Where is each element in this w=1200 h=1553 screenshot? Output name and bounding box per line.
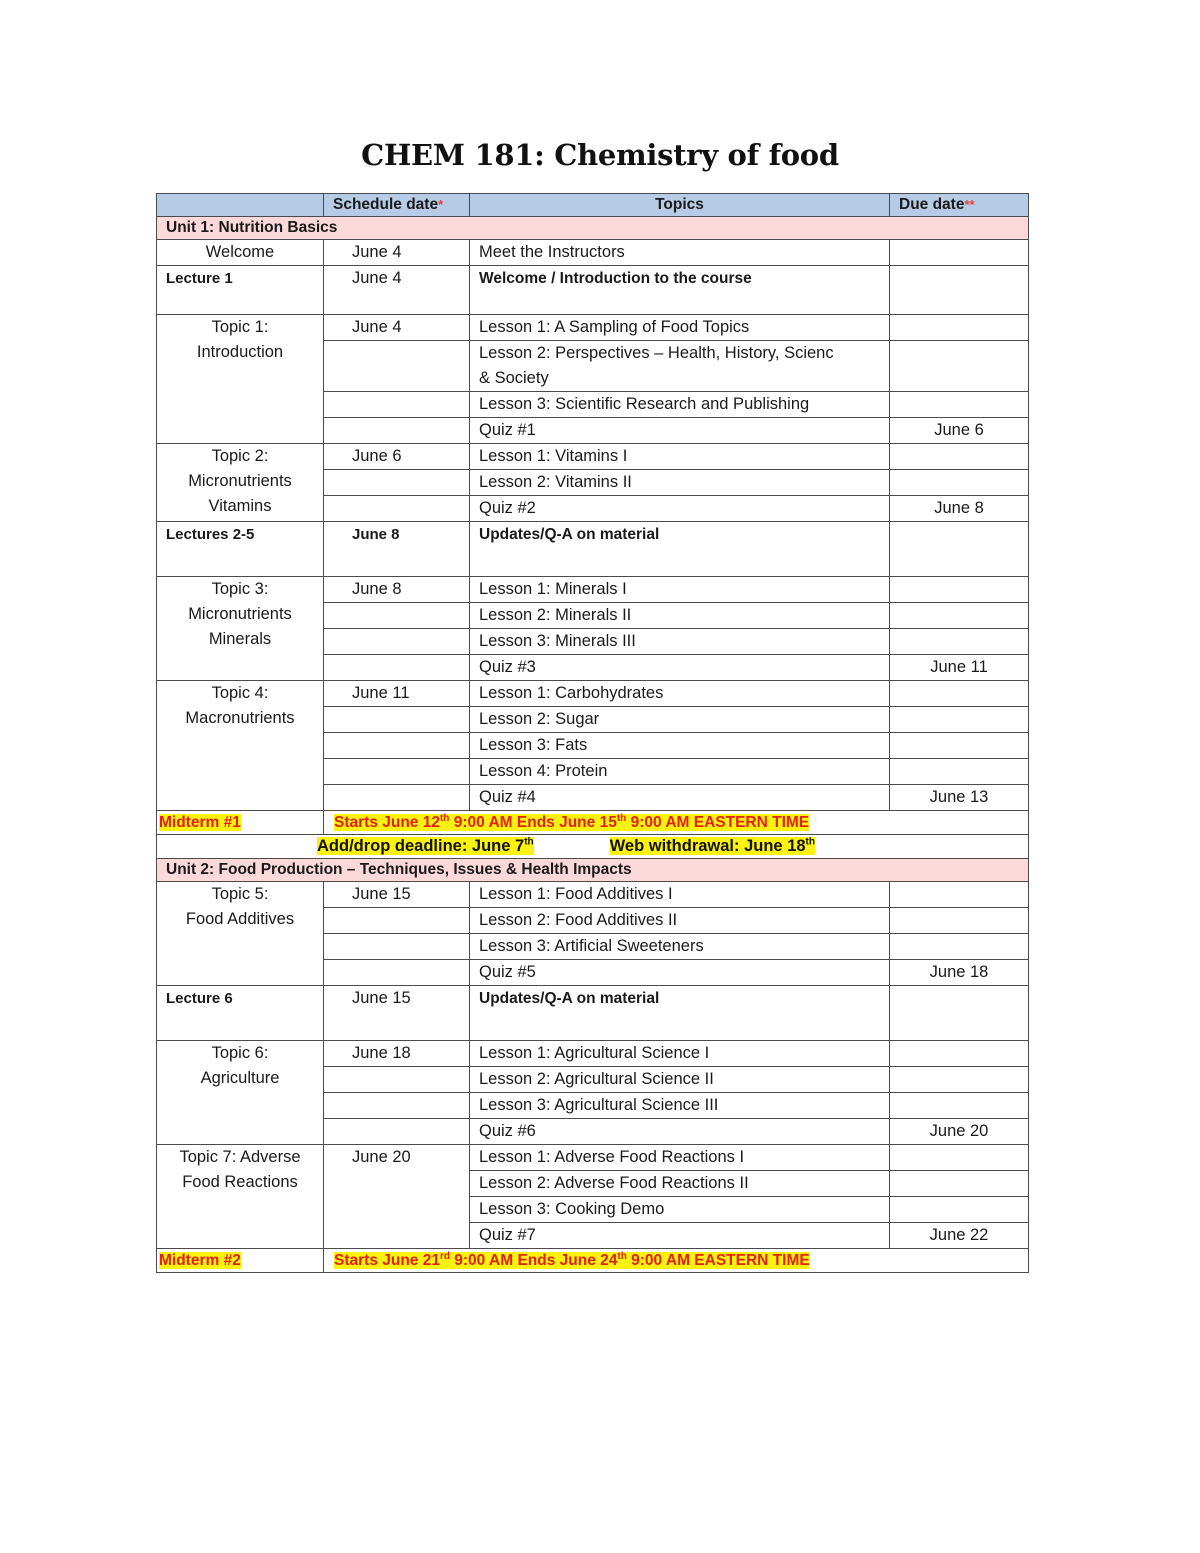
topic-cell: Lesson 2: Adverse Food Reactions II bbox=[470, 1171, 890, 1197]
due-date bbox=[890, 707, 1029, 733]
due-date bbox=[890, 1041, 1029, 1067]
due-date bbox=[890, 1171, 1029, 1197]
topic-cell: Quiz #4 bbox=[470, 785, 890, 811]
topic-cell: Lesson 1: Minerals I bbox=[470, 577, 890, 603]
due-date: June 8 bbox=[890, 496, 1029, 522]
header-blank bbox=[157, 194, 324, 217]
due-date: June 11 bbox=[890, 655, 1029, 681]
schedule-date bbox=[324, 341, 470, 392]
due-date bbox=[890, 986, 1029, 1041]
due-date bbox=[890, 603, 1029, 629]
schedule-date: June 4 bbox=[324, 266, 470, 315]
midterm-1-window: Starts June 12th 9:00 AM Ends June 15th 9:00 AM EASTERN TIME bbox=[324, 811, 1029, 835]
topic-cell: Lesson 2: Food Additives II bbox=[470, 908, 890, 934]
due-date bbox=[890, 444, 1029, 470]
midterm-2-label: Midterm #2 bbox=[157, 1249, 324, 1273]
topic-cell: Welcome / Introduction to the course bbox=[470, 266, 890, 315]
schedule-table bbox=[156, 193, 1029, 1273]
schedule-date bbox=[324, 934, 470, 960]
deadlines-cell bbox=[157, 835, 1029, 859]
schedule-date: June 8 bbox=[324, 522, 470, 577]
topic-cell: Lesson 2: Sugar bbox=[470, 707, 890, 733]
topic-3-label: Topic 3: Micronutrients Minerals bbox=[157, 577, 324, 681]
due-date bbox=[890, 733, 1029, 759]
midterm-1-label: Midterm #1 bbox=[157, 811, 324, 835]
schedule-date: June 4 bbox=[324, 240, 470, 266]
table-row bbox=[157, 1145, 1029, 1171]
schedule-date bbox=[324, 733, 470, 759]
schedule-date bbox=[324, 629, 470, 655]
topic-cell: Lesson 3: Scientific Research and Publishing bbox=[470, 392, 890, 418]
table-row bbox=[157, 266, 1029, 315]
schedule-date bbox=[324, 470, 470, 496]
due-date bbox=[890, 240, 1029, 266]
schedule-date: June 18 bbox=[324, 1041, 470, 1067]
schedule-date bbox=[324, 392, 470, 418]
topic-cell: Lesson 3: Artificial Sweeteners bbox=[470, 934, 890, 960]
header-schedule-date: Schedule date* bbox=[324, 194, 470, 217]
topic-cell: Quiz #5 bbox=[470, 960, 890, 986]
due-date bbox=[890, 934, 1029, 960]
due-date bbox=[890, 341, 1029, 392]
due-date: June 22 bbox=[890, 1223, 1029, 1249]
schedule-date bbox=[324, 418, 470, 444]
topic-cell: Quiz #7 bbox=[470, 1223, 890, 1249]
schedule-date: June 15 bbox=[324, 986, 470, 1041]
topic-cell: Lesson 2: Agricultural Science II bbox=[470, 1067, 890, 1093]
topic-cell: Lesson 1: Adverse Food Reactions I bbox=[470, 1145, 890, 1171]
midterm-1-row bbox=[157, 811, 1029, 835]
header-topics: Topics bbox=[470, 194, 890, 217]
schedule-date bbox=[324, 1119, 470, 1145]
due-date bbox=[890, 392, 1029, 418]
topic-cell: Lesson 2: Minerals II bbox=[470, 603, 890, 629]
topic-cell: Meet the Instructors bbox=[470, 240, 890, 266]
topic-cell: Updates/Q-A on material bbox=[470, 522, 890, 577]
schedule-date: June 11 bbox=[324, 681, 470, 707]
topic-cell: Lesson 3: Minerals III bbox=[470, 629, 890, 655]
due-date bbox=[890, 266, 1029, 315]
topic-cell: Quiz #3 bbox=[470, 655, 890, 681]
unit-1-label: Unit 1: Nutrition Basics bbox=[157, 217, 1029, 240]
unit-2-label: Unit 2: Food Production – Techniques, Issues & Health Impacts bbox=[157, 859, 1029, 882]
topic-cell: Lesson 3: Agricultural Science III bbox=[470, 1093, 890, 1119]
schedule-date bbox=[324, 707, 470, 733]
topic-cell: Updates/Q-A on material bbox=[470, 986, 890, 1041]
topic-1-label: Topic 1: Introduction bbox=[157, 315, 324, 444]
schedule-date: June 20 bbox=[324, 1145, 470, 1249]
deadlines-row bbox=[157, 835, 1029, 859]
table-row bbox=[157, 1041, 1029, 1067]
page-title: CHEM 181: Chemistry of food bbox=[361, 138, 839, 172]
due-date bbox=[890, 1067, 1029, 1093]
table-row bbox=[157, 986, 1029, 1041]
due-date bbox=[890, 882, 1029, 908]
table-row bbox=[157, 522, 1029, 577]
topic-cell: Quiz #6 bbox=[470, 1119, 890, 1145]
schedule-date bbox=[324, 960, 470, 986]
adddrop-deadline: Add/drop deadline: June 7th bbox=[317, 836, 534, 855]
row-label: Lecture 6 bbox=[157, 986, 324, 1041]
schedule-date: June 8 bbox=[324, 577, 470, 603]
due-date bbox=[890, 315, 1029, 341]
due-date bbox=[890, 681, 1029, 707]
table-row bbox=[157, 240, 1029, 266]
topic-2-label: Topic 2: Micronutrients Vitamins bbox=[157, 444, 324, 522]
due-date bbox=[890, 908, 1029, 934]
table-row bbox=[157, 577, 1029, 603]
schedule-date bbox=[324, 496, 470, 522]
due-date: June 6 bbox=[890, 418, 1029, 444]
due-date bbox=[890, 470, 1029, 496]
due-date bbox=[890, 759, 1029, 785]
schedule-date bbox=[324, 785, 470, 811]
topic-6-label: Topic 6: Agriculture bbox=[157, 1041, 324, 1145]
schedule-date: June 4 bbox=[324, 315, 470, 341]
due-date: June 13 bbox=[890, 785, 1029, 811]
schedule-date bbox=[324, 759, 470, 785]
header-due-date: Due date** bbox=[890, 194, 1029, 217]
schedule-date bbox=[324, 1093, 470, 1119]
midterm-2-row bbox=[157, 1249, 1029, 1273]
table-row bbox=[157, 315, 1029, 341]
topic-cell: Lesson 2: Perspectives – Health, History, Scienc & Society bbox=[470, 341, 890, 392]
header-row bbox=[157, 194, 1029, 217]
due-date: June 18 bbox=[890, 960, 1029, 986]
topic-cell: Lesson 1: Food Additives I bbox=[470, 882, 890, 908]
unit-row bbox=[157, 217, 1029, 240]
topic-cell: Quiz #1 bbox=[470, 418, 890, 444]
schedule-date: June 15 bbox=[324, 882, 470, 908]
schedule-date bbox=[324, 603, 470, 629]
row-label: Lecture 1 bbox=[157, 266, 324, 315]
row-label: Lectures 2-5 bbox=[157, 522, 324, 577]
topic-cell: Lesson 1: Vitamins I bbox=[470, 444, 890, 470]
topic-cell: Lesson 3: Fats bbox=[470, 733, 890, 759]
due-date bbox=[890, 1197, 1029, 1223]
row-label: Welcome bbox=[157, 240, 324, 266]
due-date: June 20 bbox=[890, 1119, 1029, 1145]
table-row bbox=[157, 444, 1029, 470]
topic-7-label: Topic 7: Adverse Food Reactions bbox=[157, 1145, 324, 1249]
due-date bbox=[890, 577, 1029, 603]
topic-cell: Lesson 3: Cooking Demo bbox=[470, 1197, 890, 1223]
due-date bbox=[890, 1093, 1029, 1119]
topic-cell: Lesson 4: Protein bbox=[470, 759, 890, 785]
topic-cell: Lesson 2: Vitamins II bbox=[470, 470, 890, 496]
topic-cell: Lesson 1: Agricultural Science I bbox=[470, 1041, 890, 1067]
midterm-2-window: Starts June 21rd 9:00 AM Ends June 24th 9:00 AM EASTERN TIME bbox=[324, 1249, 1029, 1273]
unit-row bbox=[157, 859, 1029, 882]
topic-5-label: Topic 5: Food Additives bbox=[157, 882, 324, 986]
topic-cell: Lesson 1: Carbohydrates bbox=[470, 681, 890, 707]
topic-cell: Quiz #2 bbox=[470, 496, 890, 522]
due-date bbox=[890, 1145, 1029, 1171]
topic-cell: Lesson 1: A Sampling of Food Topics bbox=[470, 315, 890, 341]
topic-4-label: Topic 4: Macronutrients bbox=[157, 681, 324, 811]
schedule-date bbox=[324, 655, 470, 681]
table-row bbox=[157, 681, 1029, 707]
web-withdrawal-deadline: Web withdrawal: June 18th bbox=[609, 836, 815, 855]
due-date bbox=[890, 629, 1029, 655]
schedule-date bbox=[324, 908, 470, 934]
due-date bbox=[890, 522, 1029, 577]
table-row bbox=[157, 882, 1029, 908]
schedule-date bbox=[324, 1067, 470, 1093]
schedule-date: June 6 bbox=[324, 444, 470, 470]
